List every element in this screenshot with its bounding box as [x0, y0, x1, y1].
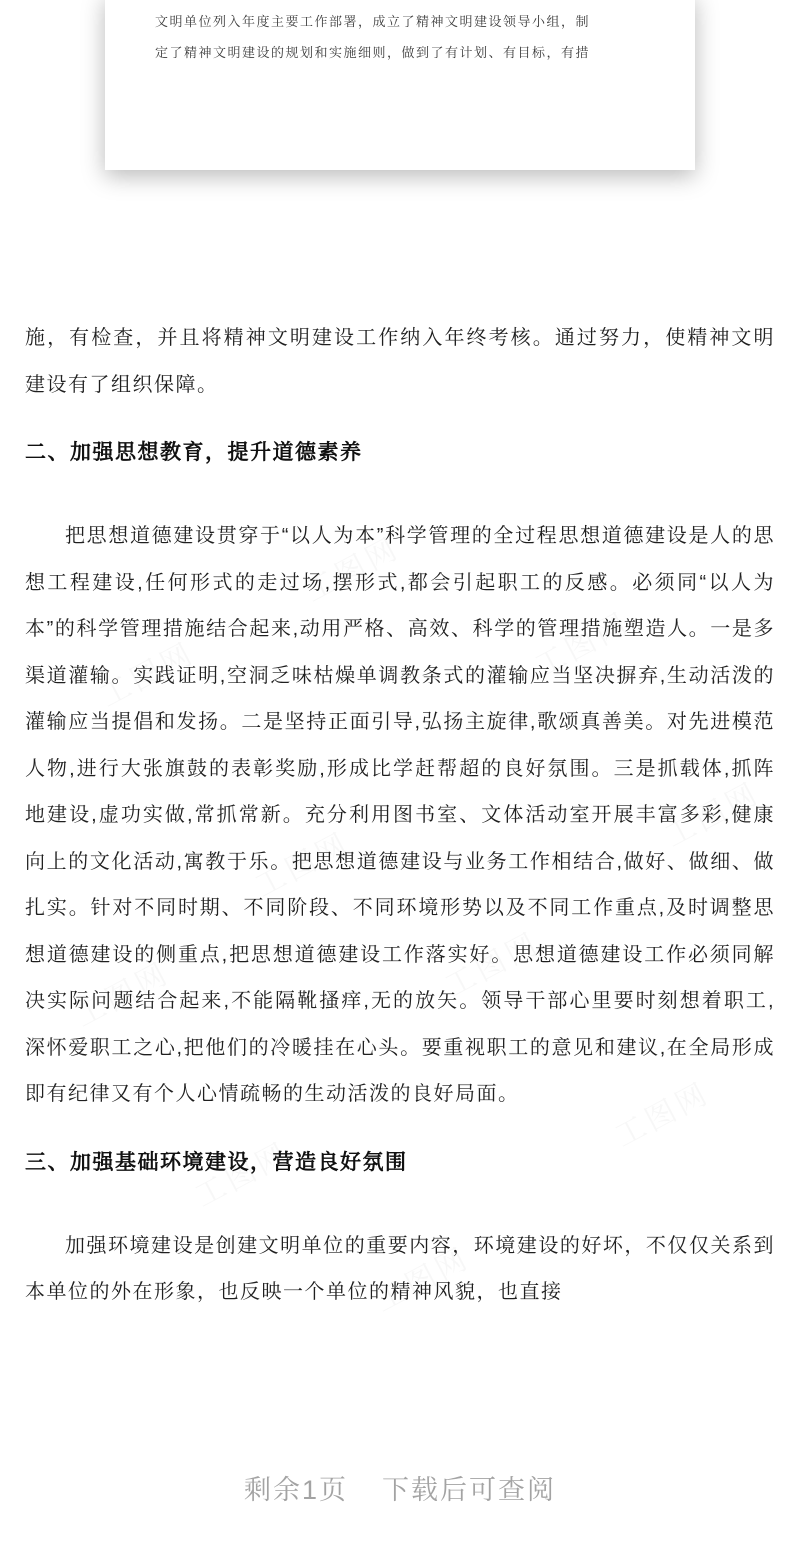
site-watermark: 工图网 — [69, 956, 176, 1034]
site-watermark: 工图网 — [439, 926, 546, 1004]
pagination-footer — [0, 1468, 800, 1507]
download-hint-label: 下载后可查阅 — [382, 1475, 557, 1505]
section-heading-2: 二、加强思想教育，提升道德素养 — [25, 441, 363, 464]
preview-text-line: 定了精神文明建设的规划和实施细则，做到了有计划、有目标，有措 — [155, 45, 591, 60]
paragraph-continuation: 施，有检查，并且将精神文明建设工作纳入年终考核。通过努力，使精神文明建设有了组织保障。 — [25, 327, 775, 396]
preview-text-line: 文明单位列入年度主要工作部署，成立了精神文明建设领导小组，制 — [155, 14, 591, 29]
remaining-pages-label: 剩余1页 — [243, 1475, 349, 1505]
section-heading-3: 三、加强基础环境建设，营造良好氛围 — [25, 1150, 408, 1174]
section-3-paragraph: 加强环境建设是创建文明单位的重要内容，环境建设的好坏，不仅仅关系到本单位的外在形象，也反映一个单位的精神风貌，也直接 — [25, 1234, 775, 1303]
site-watermark: 工图网 — [189, 1136, 296, 1214]
site-watermark: 工图网 — [299, 531, 406, 609]
site-watermark: 工图网 — [529, 606, 636, 684]
site-watermark: 工图网 — [659, 776, 766, 854]
site-watermark: 工图网 — [94, 636, 201, 714]
section-2-paragraph: 把思想道德建设贯穿于“以人为本”科学管理的全过程思想道德建设是人的思想工程建设,任何形式的走过场,摆形式,都会引起职工的反感。必须同“以人为本”的科学管理措施结合起来,动用严格、高效、科学的管理措施塑造人。一是多渠道灌输。实践证明,空洞乏味枯燥单调教条式的灌输应当坚决摒弃,生动活泼的灌输应当提倡和发扬。二是坚持正面引导,弘扬主旋律,歌颂真善美。对先进模范人物,进行大张旗鼓的表彰奖励,形成比学赶帮超的良好氛围。三是抓载体,抓阵地建设,虚功实做,常抓常新。充分利用图书室、文体活动室开展丰富多彩,健康向上的文化活动,寓教于乐。把思想道德建设与业务工作相结合,做好、做细、做扎实。针对不同时期、不同阶段、不同环境形势以及不同工作重点,及时调整思想道德建设的侧重点,把思想道德建设工作落实好。思想道德建设工作必须同解决实际问题结合起来,不能隔靴搔痒,无的放矢。领导干部心里要时刻想着职工,深怀爱职工之心,把他们的冷暖挂在心头。要重视职工的意见和建议,在全局形成即有纪律又有个人心情疏畅的生动活泼的良好局面。 — [25, 525, 775, 1105]
site-watermark: 工图网 — [369, 1241, 476, 1319]
site-watermark: 工图网 — [609, 1076, 716, 1154]
site-watermark: 工图网 — [249, 826, 356, 904]
